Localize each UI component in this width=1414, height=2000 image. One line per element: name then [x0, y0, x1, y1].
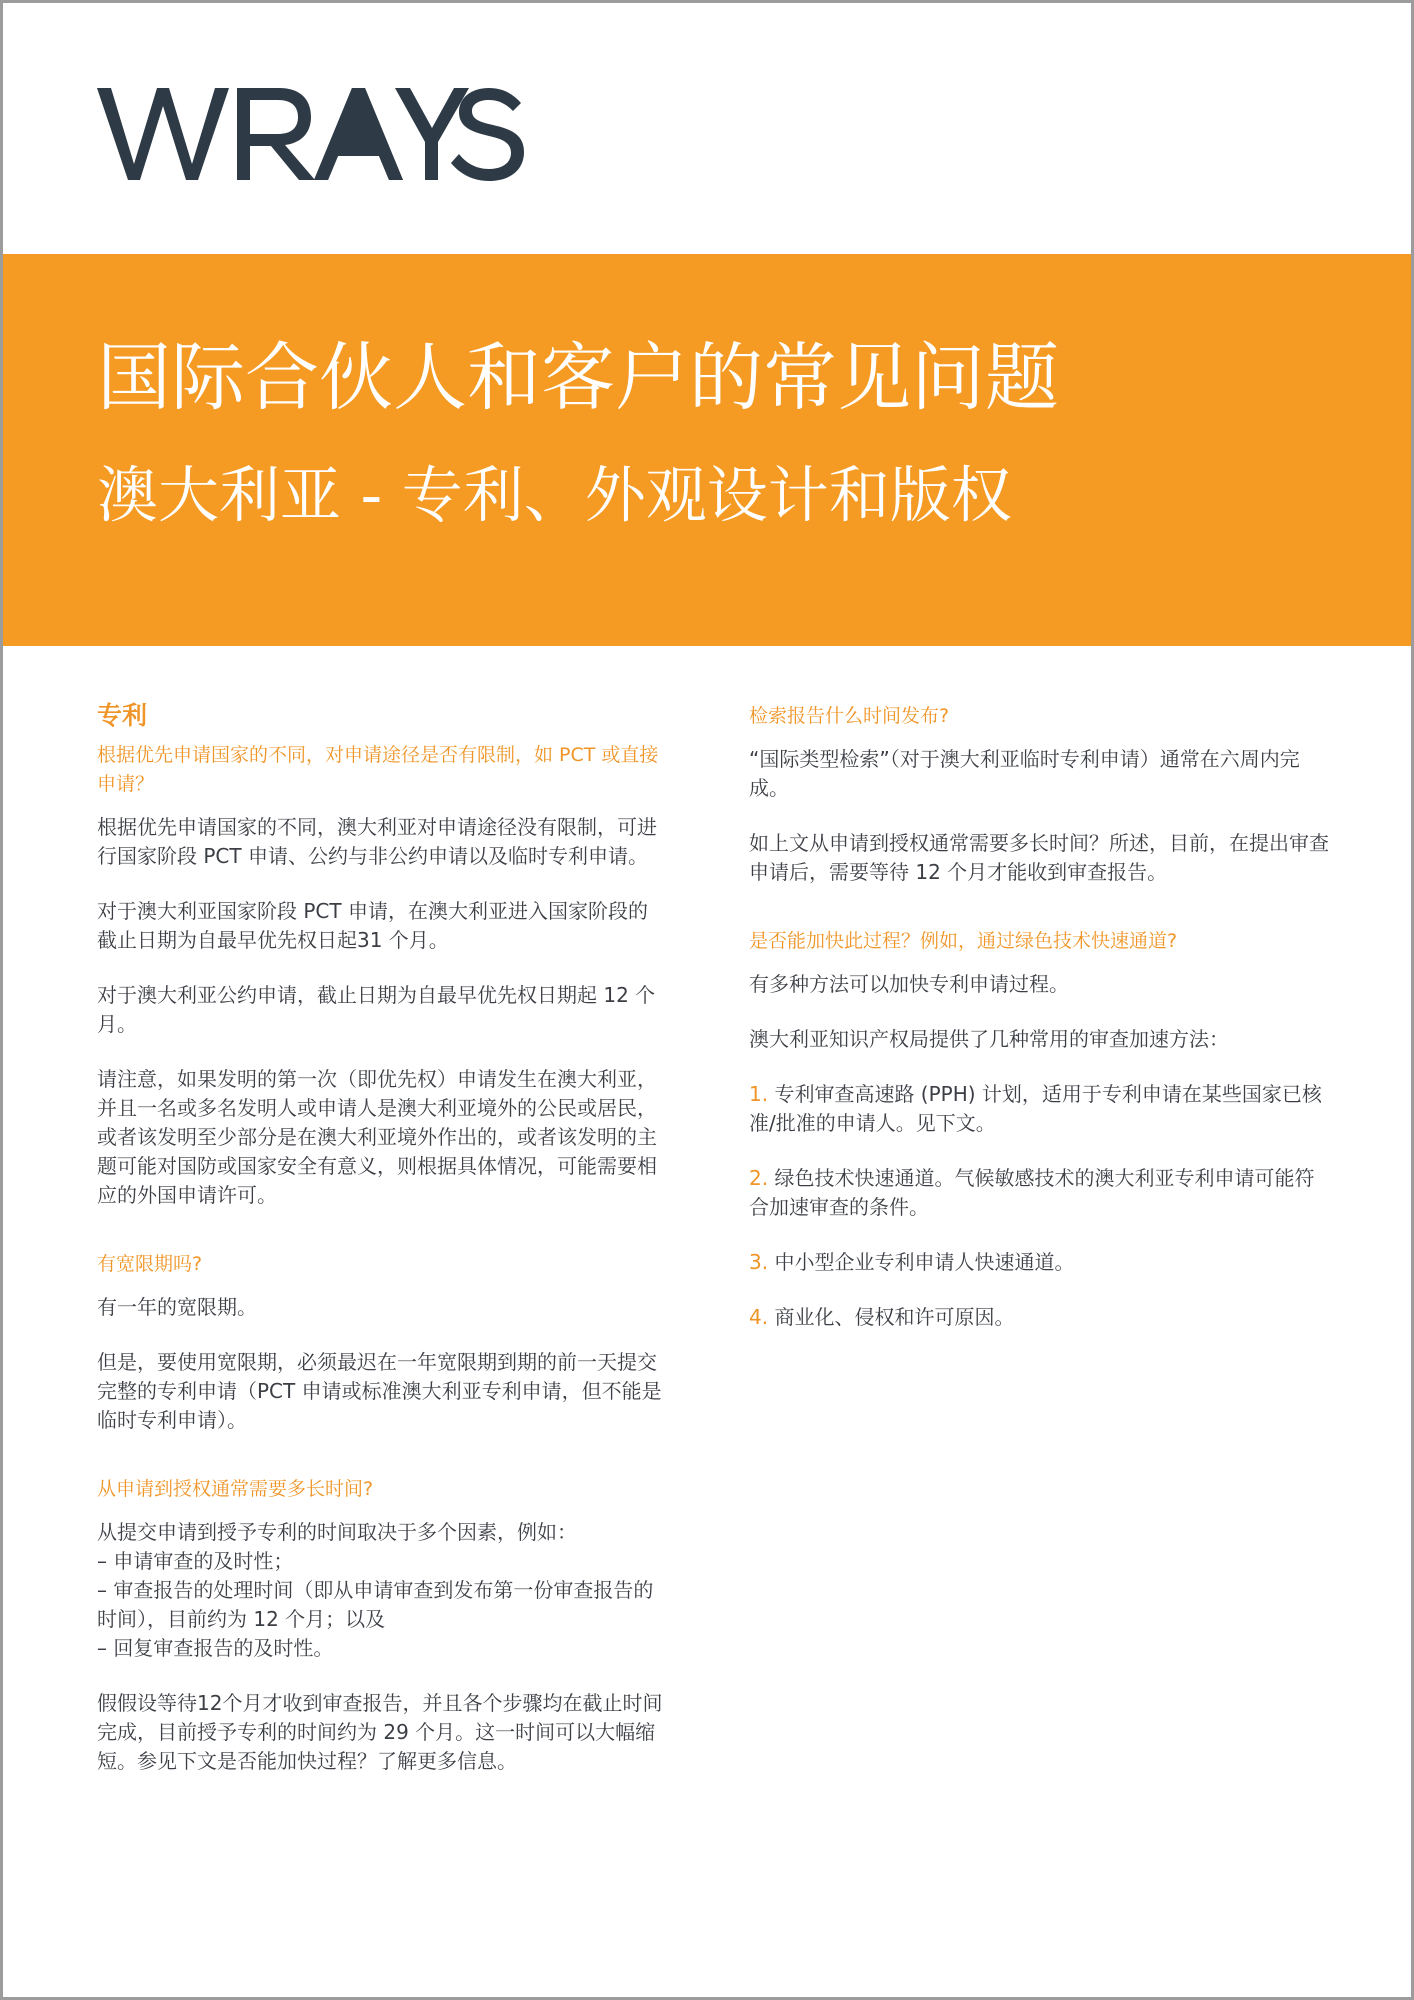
method-number: 2.	[749, 1166, 769, 1190]
question-grant-time: 从申请到授权通常需要多长时间?	[97, 1477, 374, 1500]
answer-paragraph: “国际类型检索”（对于澳大利亚临时专利申请）通常在六周内完成。	[749, 747, 1300, 800]
answer-paragraph: 有多种方法可以加快专利申请过程。	[749, 972, 1069, 996]
answer-paragraph: 根据优先申请国家的不同，澳大利亚对申请途径没有限制，可进行国家阶段 PCT 申请、公约与非公约申请以及临时专利申请。	[97, 814, 657, 868]
method-text: 中小型企业专利申请人快速通道。	[774, 1250, 1075, 1274]
method-item	[749, 1080, 1329, 1138]
answer-paragraph: 请注意，如果发明的第一次（即优先权）申请发生在澳大利亚，并且一名或多名发明人或申请人是澳大利亚境外的公民或居民，或者该发明至少部分是在澳大利亚境外作出的，或者该发明的主题可能对国防或国家安全有意义，则根据具体情况，可能需要相应的外国申请许可。	[97, 1066, 657, 1207]
factors-intro: 从提交申请到授予专利的时间取决于多个因素，例如：	[97, 1519, 577, 1544]
question-expedite: 是否能加快此过程？例如，通过绿色技术快速通道?	[749, 930, 1178, 952]
factor-item: – 回复审查报告的及时性。	[97, 1635, 334, 1660]
answer-paragraph: 澳大利亚知识产权局提供了几种常用的审查加速方法：	[749, 1027, 1229, 1051]
answer-paragraph: 对于澳大利亚国家阶段 PCT 申请，在澳大利亚进入国家阶段的截止日期为自最早优先权日起31 个月。	[97, 898, 648, 952]
factor-item: – 审查报告的处理时间（即从申请审查到发布第一份审查报告的时间），目前约为 12 个月；以及	[97, 1577, 654, 1631]
wrays-logo	[97, 86, 527, 182]
section-heading-patents: 专利	[97, 701, 148, 730]
document-subtitle: 澳大利亚 - 专利、外观设计和版权	[97, 460, 1012, 531]
left-column	[97, 700, 667, 1802]
answer-paragraph: 对于澳大利亚公约申请，截止日期为自最早优先权日期起 12 个月。	[97, 982, 656, 1036]
wrays-logo-mark	[97, 86, 527, 182]
question-search-report: 检索报告什么时间发布?	[749, 705, 950, 727]
method-number: 4.	[749, 1305, 769, 1329]
method-number: 3.	[749, 1250, 769, 1274]
method-item	[749, 1248, 1329, 1277]
question-filing-route: 根据优先申请国家的不同，对申请途径是否有限制，如 PCT 或直接申请？	[97, 743, 659, 795]
method-item	[749, 1164, 1329, 1222]
method-number: 1.	[749, 1082, 769, 1106]
method-text: 商业化、侵权和许可原因。	[774, 1305, 1015, 1329]
answer-paragraph-factors	[97, 1518, 667, 1663]
right-column	[749, 702, 1329, 1358]
factor-item: – 申请审查的及时性；	[97, 1548, 294, 1573]
method-text: 绿色技术快速通道。气候敏感技术的澳大利亚专利申请可能符合加速审查的条件。	[749, 1166, 1315, 1219]
answer-paragraph: 有一年的宽限期。	[97, 1294, 257, 1319]
document-title: 国际合伙人和客户的常见问题	[97, 335, 1059, 421]
title-banner	[3, 254, 1411, 646]
method-item	[749, 1303, 1329, 1332]
answer-paragraph: 如上文从申请到授权通常需要多长时间？所述，目前，在提出审查申请后，需要等待 12 个月才能收到审查报告。	[749, 831, 1329, 884]
method-text: 专利审查高速路 (PPH) 计划，适用于专利申请在某些国家已核准/批准的申请人。见下文。	[749, 1082, 1322, 1135]
answer-paragraph: 但是，要使用宽限期，必须最迟在一年宽限期到期的前一天提交完整的专利申请（PCT 申请或标准澳大利亚专利申请，但不能是临时专利申请）。	[97, 1349, 662, 1432]
question-grace-period: 有宽限期吗?	[97, 1252, 203, 1275]
answer-paragraph: 假假设等待12个月才收到审查报告，并且各个步骤均在截止时间完成，目前授予专利的时间约为 29 个月。这一时间可以大幅缩短。参见下文是否能加快过程？了解更多信息。	[97, 1690, 663, 1773]
